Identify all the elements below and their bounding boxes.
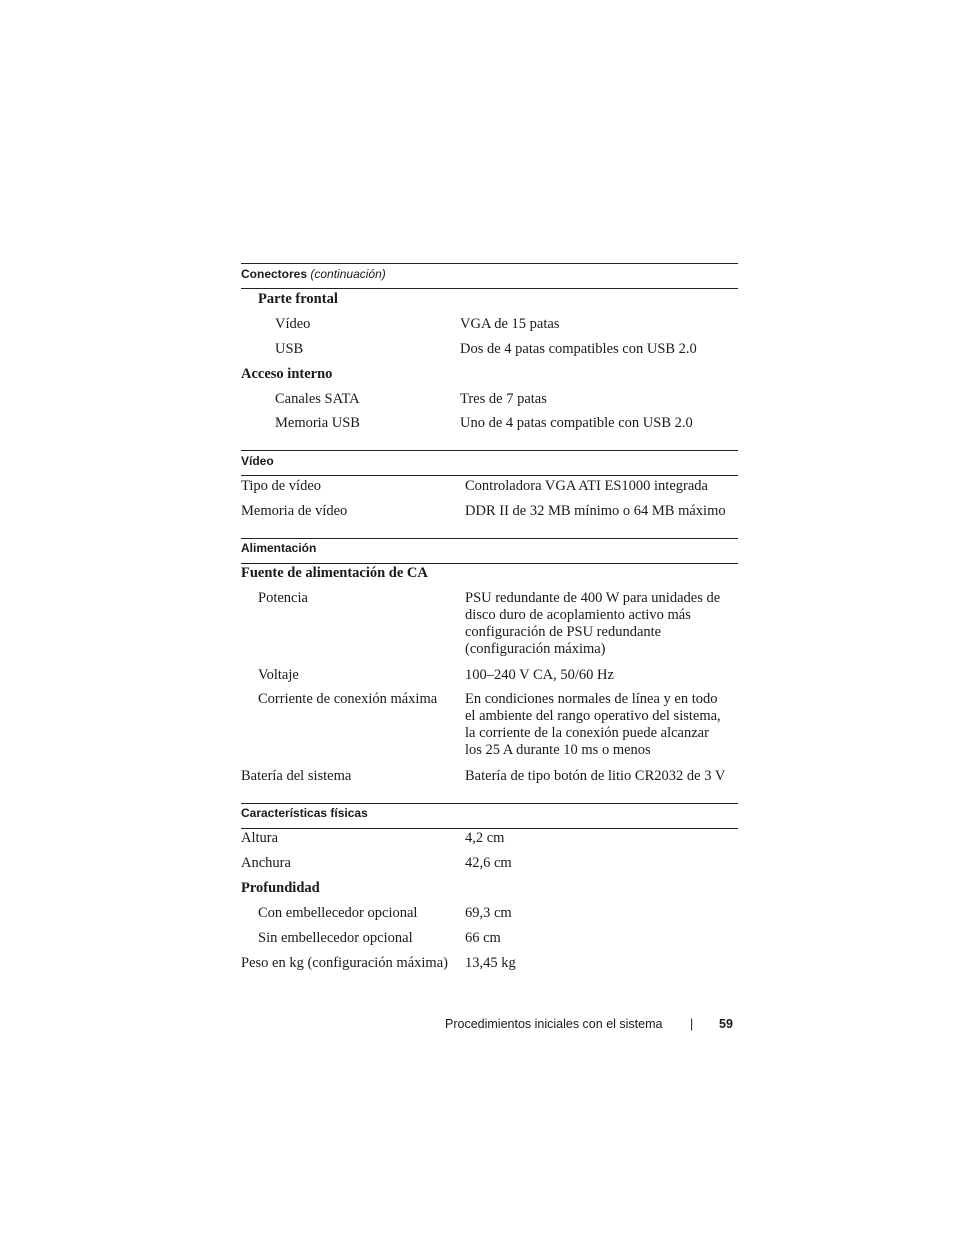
row-value-con-embellecedor: 69,3 cm (465, 905, 512, 921)
row-value-peso: 13,45 kg (465, 955, 516, 971)
row-value-memoria-usb: Uno de 4 patas compatible con USB 2.0 (460, 415, 693, 431)
section-title-alimentacion: Alimentación (241, 541, 317, 555)
subheading-parte-frontal: Parte frontal (258, 291, 338, 307)
row-label-tipo-video: Tipo de vídeo (241, 478, 322, 494)
row-label-memoria-usb: Memoria USB (275, 415, 360, 431)
top-rule (241, 263, 738, 264)
row-value-memoria-video: DDR II de 32 MB mínimo o 64 MB máximo (465, 503, 726, 519)
row-label-usb: USB (275, 341, 304, 357)
section-rule (241, 288, 738, 289)
footer-chapter-title: Procedimientos iniciales con el sistema (445, 1017, 663, 1031)
section-title-suffix: (continuación) (310, 267, 386, 281)
row-value-voltaje: 100–240 V CA, 50/60 Hz (465, 667, 614, 683)
row-label-peso: Peso en kg (configuración máxima) (241, 955, 448, 971)
section-rule (241, 828, 738, 829)
row-label-altura: Altura (241, 830, 279, 846)
row-label-anchura: Anchura (241, 855, 291, 871)
row-value-altura: 4,2 cm (465, 830, 505, 846)
row-label-con-embellecedor: Con embellecedor opcional (258, 905, 418, 921)
row-value-potencia: PSU redundante de 400 W para unidades de disco duro de acoplamiento activo más configuración de PSU redundante (configuración máxima) (465, 590, 721, 657)
row-value-corriente: En condiciones normales de línea y en todo el ambiente del rango operativo del sistema, la corriente de la conexión puede alcanzar los 25 A durante 10 ms o menos (465, 691, 721, 758)
section-title-video: Vídeo (241, 454, 274, 468)
section-title-conectores (241, 266, 386, 282)
section-rule (241, 538, 738, 539)
row-value-sata: Tres de 7 patas (460, 391, 547, 407)
row-value-bateria: Batería de tipo botón de litio CR2032 de 3 V (465, 768, 726, 784)
section-title-text: Conectores (241, 267, 308, 281)
subheading-acceso-interno: Acceso interno (241, 366, 333, 382)
row-value-tipo-video: Controladora VGA ATI ES1000 integrada (465, 478, 708, 494)
row-value-video: VGA de 15 patas (460, 316, 560, 332)
row-value-sin-embellecedor: 66 cm (465, 930, 501, 946)
section-rule (241, 803, 738, 804)
section-rule (241, 450, 738, 451)
subheading-profundidad: Profundidad (241, 880, 320, 896)
row-label-sin-embellecedor: Sin embellecedor opcional (258, 930, 413, 946)
row-label-potencia: Potencia (258, 590, 308, 606)
row-label-memoria-video: Memoria de vídeo (241, 503, 348, 519)
section-rule (241, 563, 738, 564)
page-number: 59 (719, 1017, 733, 1031)
row-label-sata: Canales SATA (275, 391, 360, 407)
row-value-anchura: 42,6 cm (465, 855, 512, 871)
section-title-fisicas: Características físicas (241, 806, 368, 820)
row-label-corriente: Corriente de conexión máxima (258, 691, 438, 707)
section-rule (241, 475, 738, 476)
row-label-voltaje: Voltaje (258, 667, 299, 683)
subheading-fuente-ca: Fuente de alimentación de CA (241, 565, 428, 581)
footer-separator: | (690, 1017, 694, 1031)
row-label-bateria: Batería del sistema (241, 768, 352, 784)
row-label-video: Vídeo (275, 316, 311, 332)
row-value-usb: Dos de 4 patas compatibles con USB 2.0 (460, 341, 697, 357)
